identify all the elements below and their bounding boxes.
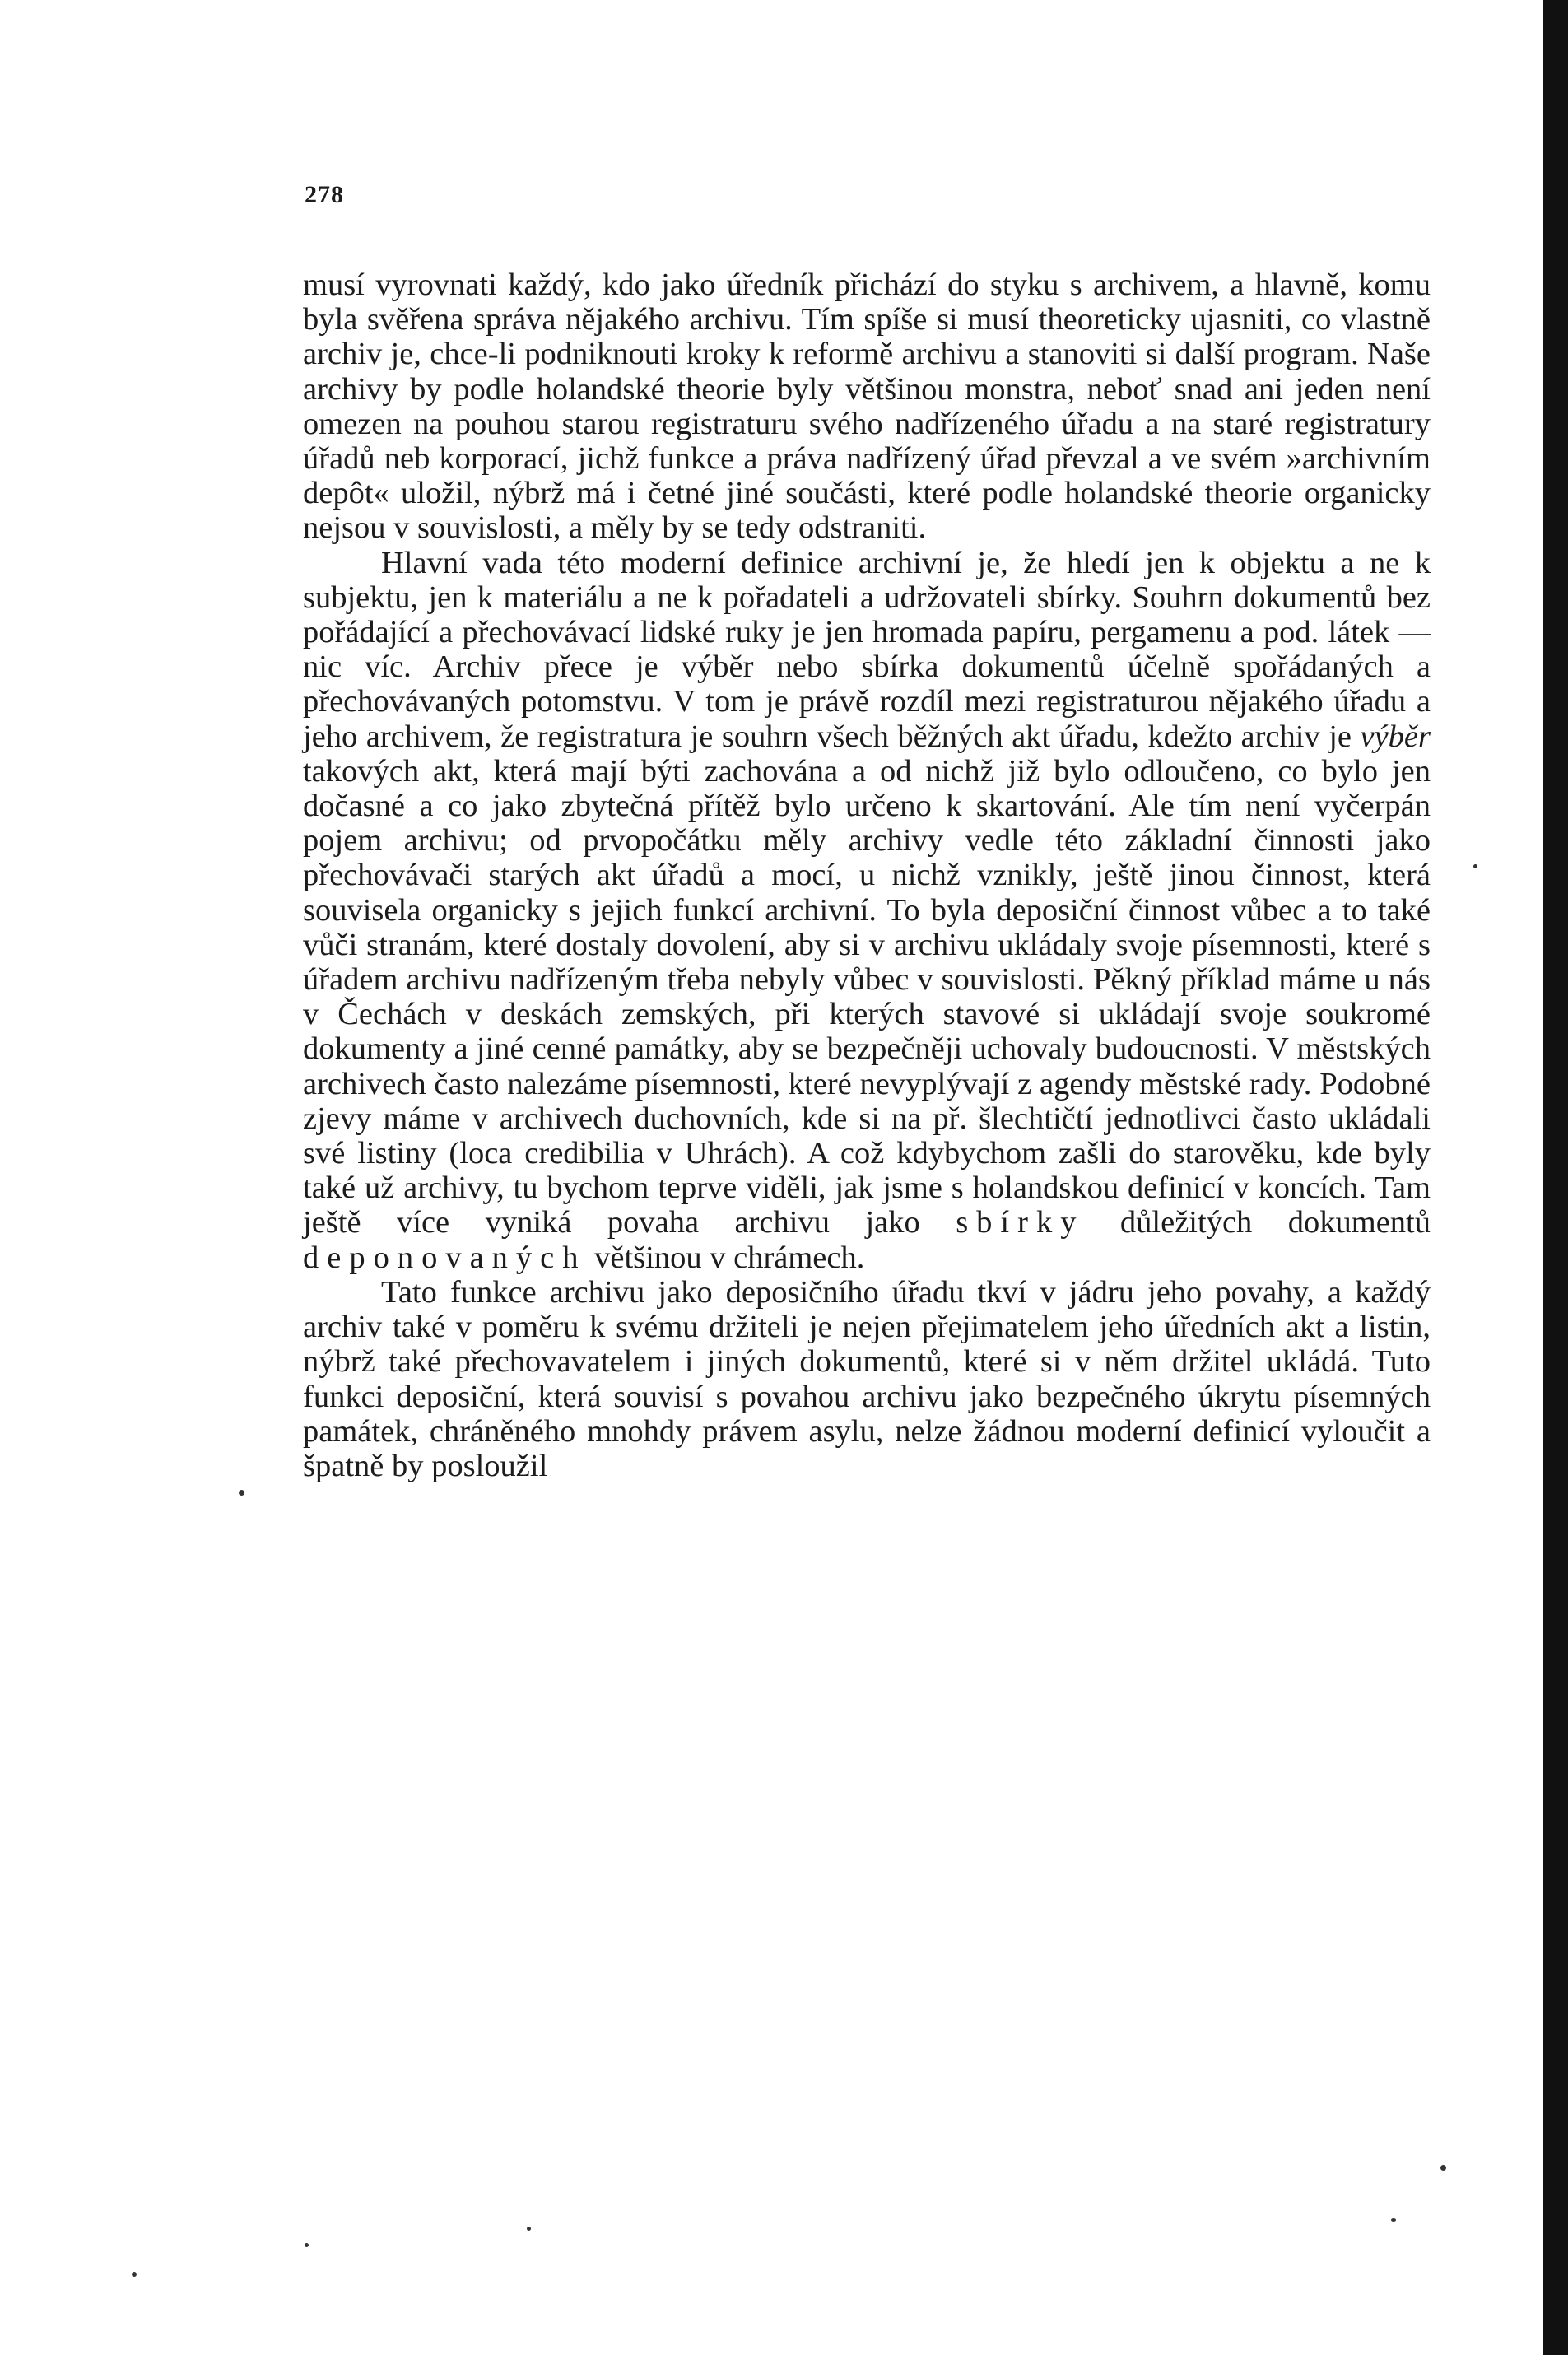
body-text — [303, 268, 1431, 1483]
paragraph-2-text-c: důležitých dokumentů — [1084, 1205, 1431, 1240]
paragraph-1 — [303, 268, 1431, 546]
emphasis-vyber: výběr — [1360, 719, 1431, 754]
paragraph-2-text-d: většinou v chrámech. — [586, 1240, 865, 1275]
paragraph-2-text-b: takových akt, která mají býti zachována a od nichž již bylo odloučeno, co bylo jen dočasné a co jako zbytečná přítěž bylo určeno k skartování. Ale tím není vyčerpán pojem archivu; od prvopočátku měly archivy vedle této základní činnosti jako přechovávači starých akt úřadů a mocí, u nichž vznikly, ještě jinou činnost, která souvisela organicky s jejich funkcí archivní. To byla deposiční činnost vůbec a to také vůči stranám, které dostaly dovolení, aby si v archivu ukládaly svoje písemnosti, které s úřadem archivu nadřízeným třeba nebyly vůbec v souvislosti. Pěkný příklad máme u nás v Čechách v deskách zemských, při kterých stavové si ukládají svoje soukromé dokumenty a jiné cenné památky, aby se bezpečněji uchovaly budoucnosti. V městských archivech často nalezáme písemnosti, které nevyplývají z agendy městské rady. Podobné zjevy máme v archivech duchovních, kde si na př. šlechtičtí jednotlivci často ukládali své listiny (loca credibilia v Uhrách). A což kdybychom zašli do starověku, kde byly také už archivy, tu bychom teprve viděli, jak jsme s holandskou definicí v koncích. Tam ještě více vyniká povaha archivu jako — [303, 753, 1431, 1240]
scan-speck — [1440, 2165, 1446, 2171]
scan-speck — [239, 1490, 244, 1496]
paragraph-1-text: musí vyrovnati každý, kdo jako úředník přichází do styku s archivem, a hlavně, komu byla svěřena správa nějakého archivu. Tím spíše si musí theoreticky ujasniti, co vlastně archiv je, chce-li podniknouti kroky k reformě archivu a stanoviti si další program. Naše archivy by podle holandské theorie byly většinou monstra, neboť snad ani jeden není omezen na pouhou starou registraturu svého nadřízeného úřadu a na staré registratury úřadů neb korporací, jichž funkce a práva nadřízený úřad převzal a ve svém »archivním depôt« uložil, nýbrž má i četné jiné součásti, které podle holandské theorie organicky nejsou v souvislosti, a měly by se tedy odstraniti. — [303, 268, 1431, 546]
paragraph-2-text-a: Hlavní vada této moderní definice archivní je, že hledí jen k objektu a ne k subjektu, jen k materiálu a ne k pořadateli a udržovateli sbírky. Souhrn dokumentů bez pořádající a přechovávací lidské ruky je jen hromada papíru, pergamenu a pod. látek — nic víc. Archiv přece je výběr nebo sbírka dokumentů účelně spořádaných a přechovávaných potomstvu. V tom je právě rozdíl mezi registraturou nějakého úřadu a jeho archivem, že registratura je souhrn všech běžných akt úřadu, kdežto archiv je — [303, 545, 1431, 754]
paragraph-3 — [303, 1275, 1431, 1483]
scan-speck — [1473, 864, 1477, 868]
spaced-sbirky: sbírky — [956, 1205, 1085, 1240]
scan-speck — [305, 2243, 309, 2247]
scan-speck — [132, 2272, 137, 2277]
scan-speck — [527, 2227, 531, 2231]
scan-speck — [1391, 2218, 1396, 2222]
paragraph-2 — [303, 546, 1431, 1275]
page-number: 278 — [305, 181, 344, 208]
scan-edge-border — [1543, 0, 1568, 2355]
spaced-deponovanych: deponovaných — [303, 1240, 587, 1275]
paragraph-3-text: Tato funkce archivu jako deposičního úřadu tkví v jádru jeho povahy, a každý archiv také v poměru k svému držiteli je nejen přejimatelem jeho úředních akt a listin, nýbrž také přechovavatelem i jiných dokumentů, které si v něm držitel ukládá. Tuto funkci deposiční, která souvisí s povahou archivu jako bezpečného úkrytu písemných památek, chráněného mnohdy právem asylu, nelze žádnou moderní definicí vyloučit a špatně by posloužil — [303, 1274, 1431, 1483]
